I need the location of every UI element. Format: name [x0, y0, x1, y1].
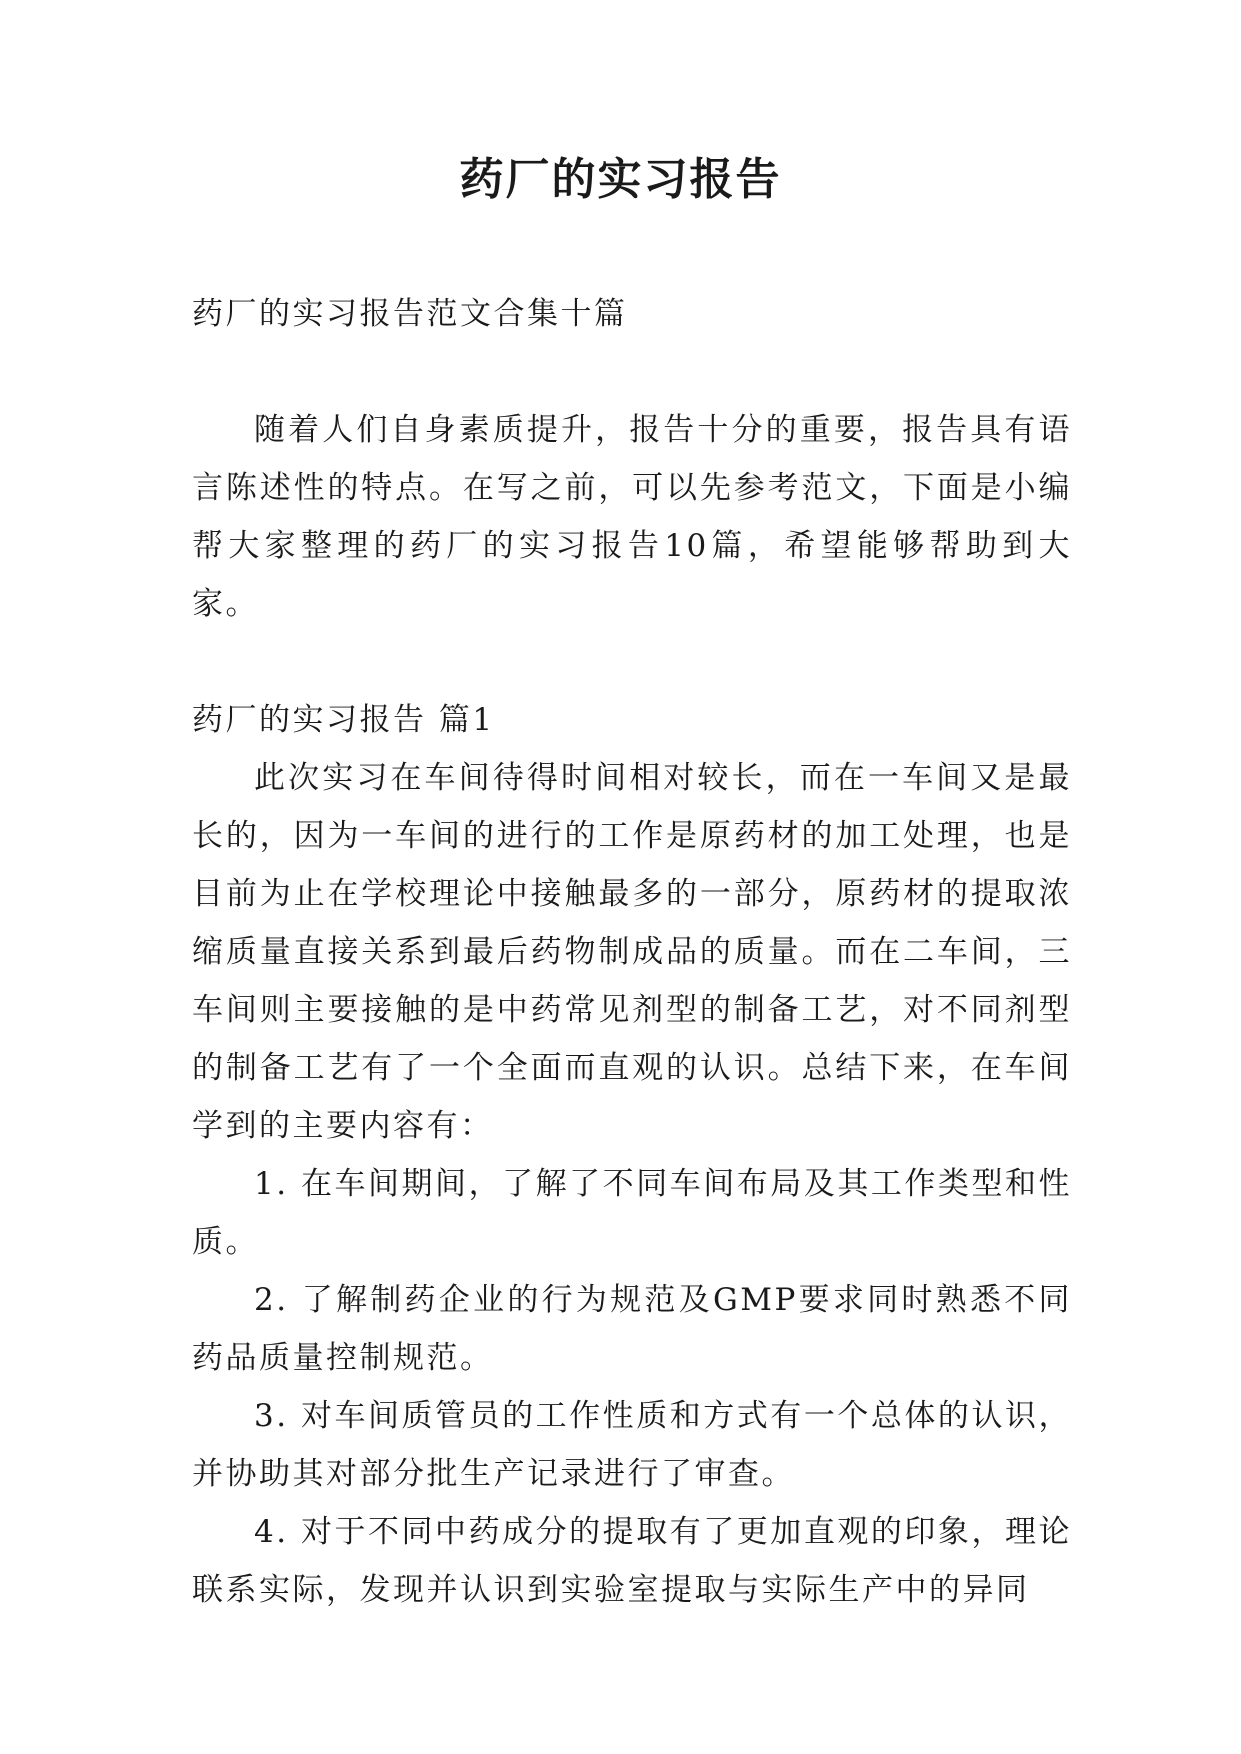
list-item: 1. 在车间期间，了解了不同车间布局及其工作类型和性质。 — [192, 1166, 1072, 1260]
section-paragraph: 此次实习在车间待得时间相对较长，而在一车间又是最长的，因为一车间的进行的工作是原药材的加工处理，也是目前为止在学校理论中接触最多的一部分，原药材的提取浓缩质量直接关系到最后药物制成品的质量。而在二车间，三车间则主要接触的是中药常见剂型的制备工艺，对不同剂型的制备工艺有了一个全面而直观的认识。总结下来，在车间学到的主要内容有： — [192, 760, 1072, 1144]
section-heading: 药厂的实习报告 篇1 — [192, 702, 495, 738]
list-item: 4. 对于不同中药成分的提取有了更加直观的印象，理论联系实际，发现并认识到实验室提取与实际生产中的异同 — [192, 1514, 1072, 1608]
document-subtitle: 药厂的实习报告范文合集十篇 — [192, 296, 628, 332]
intro-paragraph: 随着人们自身素质提升，报告十分的重要，报告具有语言陈述性的特点。在写之前，可以先参考范文，下面是小编帮大家整理的药厂的实习报告10篇，希望能够帮助到大家。 — [192, 412, 1072, 622]
list-item: 2. 了解制药企业的行为规范及GMP要求同时熟悉不同药品质量控制规范。 — [192, 1282, 1072, 1376]
document-title: 药厂的实习报告 — [459, 154, 782, 205]
list-item: 3. 对车间质管员的工作性质和方式有一个总体的认识，并协助其对部分批生产记录进行了审查。 — [192, 1398, 1072, 1492]
document-body — [192, 285, 1072, 1619]
